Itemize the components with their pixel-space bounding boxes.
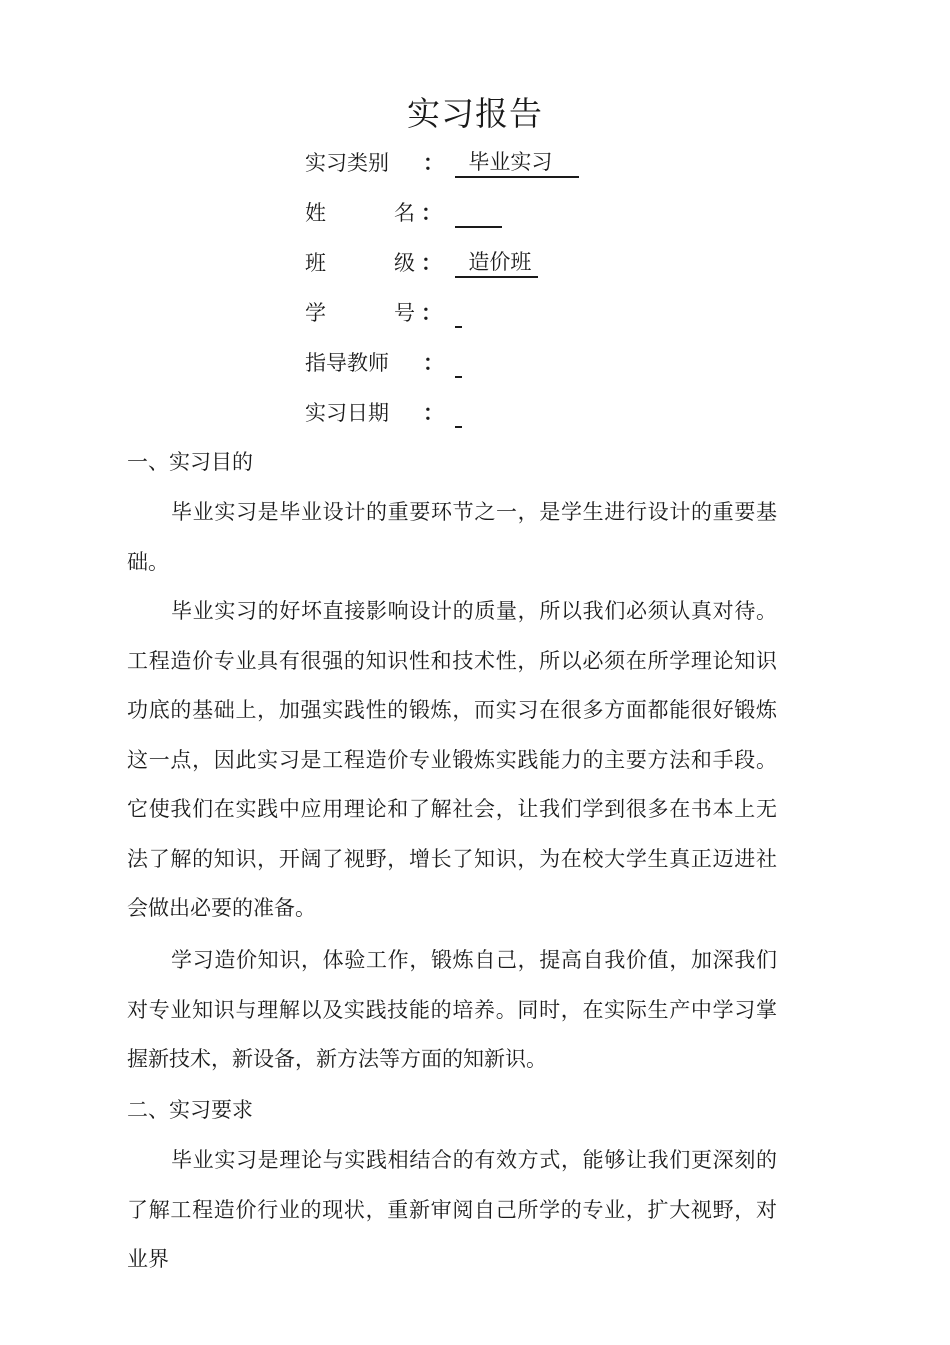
student-id-label-char-1: 学 [305,301,326,325]
student-id-value [455,298,462,328]
date-label: 实习日期 [305,401,389,425]
report-title: 实习报告 [407,94,543,133]
student-id-colon: ： [421,300,442,325]
advisor-label: 指导教师 [305,351,389,375]
section-heading-requirements: 二、实习要求 [127,1098,253,1122]
class-label-char-2: 级 [394,251,415,275]
paragraph: 毕业实习的好坏直接影响设计的质量，所以我们必须认真对待。工程造价专业具有很强的知识性和技术性，所以必须在所学理论知识功底的基础上，加强实践性的锻炼，而实习在很多方面都能很好锻炼这一点，因此实习是工程造价专业锻炼实践能力的主要方法和手段。它使我们在实践中应用理论和了解社会，让我们学到很多在书本上无法了解的知识，开阔了视野，增长了知识，为在校大学生真正迈进社会做出必要的准备。 [127,599,777,920]
category-colon: ： [423,150,444,175]
name-label-char-1: 姓 [305,201,326,225]
name-label [305,198,415,228]
paragraph: 毕业实习是理论与实践相结合的有效方式，能够让我们更深刻的了解工程造价行业的现状，重新审阅自己所学的专业，扩大视野，对业界 [127,1148,777,1271]
section-heading-purpose: 一、实习目的 [127,450,253,474]
student-id-label [305,298,415,328]
paragraph: 毕业实习是毕业设计的重要环节之一，是学生进行设计的重要基础。 [127,500,777,574]
name-value [455,198,502,228]
student-id-label-char-2: 号 [394,301,415,325]
class-label [305,248,415,278]
class-value: 造价班 [455,248,538,278]
name-label-char-2: 名 [394,201,415,225]
category-value: 毕业实习 [455,148,579,178]
paragraph: 学习造价知识，体验工作，锻炼自己，提高自我价值，加深我们对专业知识与理解以及实践技能的培养。同时，在实际生产中学习掌握新技术，新设备，新方法等方面的知新识。 [127,948,777,1071]
advisor-value [455,348,462,378]
class-colon: ： [421,250,442,275]
name-colon: ： [421,200,442,225]
date-value [455,398,462,428]
date-colon: ： [423,400,444,425]
category-label: 实习类别 [305,151,389,175]
class-label-char-1: 班 [305,251,326,275]
advisor-colon: ： [423,350,444,375]
